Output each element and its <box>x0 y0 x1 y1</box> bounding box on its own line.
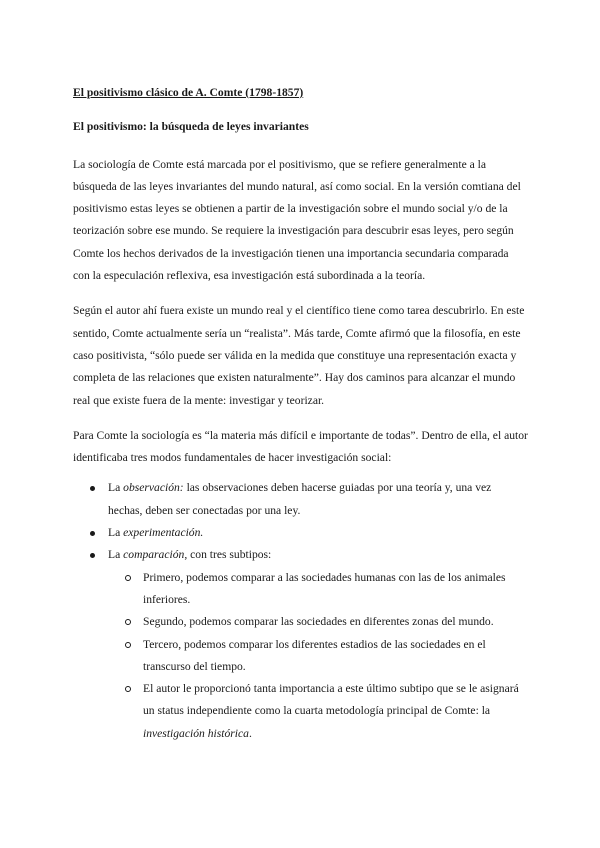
paragraph-1: La sociología de Comte está marcada por el positivismo, que se refiere generalmente a la búsqueda de las leyes invariantes del mundo natural, así como social. En la versión comtiana del positivismo estas leyes se obtienen a partir de la investigación sobre el mundo social y/o de la teorización sobre ese mundo. Se requiere la investigación para descubrir esas leyes, pero según Comte los hechos derivados de la investigación tienen una importancia secundaria comparada con la especulación reflexiva, esa investigación está subordinada a la teoría. <box>73 157 521 283</box>
experimentation-prefix: La <box>108 526 124 540</box>
paragraph-2: Según el autor ahí fuera existe un mundo real y el científico tiene como tarea descubrirlo. En este sentido, Comte actualmente sería un “realista”. Más tarde, Comte afirmó que la filosofía, en este caso positivista, “sólo puede ser válida en la medida que constituye una representación exacta y completa de las relaciones que existen naturalmente”. Hay dos caminos para alcanzar el mundo real que existe fuera de la mente: investigar y teorizar. <box>73 304 525 407</box>
fourth-end: . <box>248 726 252 740</box>
list-item-observation <box>73 477 528 522</box>
subtype-item-third: Tercero, podemos comparar los diferentes estadios de las sociedades en el transcurso del tiempo. <box>108 634 528 679</box>
list-item-comparison <box>73 544 528 745</box>
subtype-item-fourth <box>108 678 528 745</box>
comparison-term: comparación <box>123 548 185 562</box>
subtype-item-second: Segundo, podemos comparar las sociedades en diferentes zonas del mundo. <box>108 611 528 633</box>
comparison-prefix: La <box>108 548 124 562</box>
research-modes-list <box>73 477 528 745</box>
list-item-experimentation <box>73 522 528 544</box>
observation-text: las observaciones deben hacerse guiadas por una teoría y, una vez hechas, deben ser conectadas por una ley. <box>108 481 492 517</box>
section-heading: El positivismo: la búsqueda de leyes invariantes <box>73 120 309 134</box>
paragraph-3: Para Comte la sociología es “la materia más difícil e importante de todas”. Dentro de ella, el autor identificaba tres modos fundamentales de hacer investigación social: <box>73 428 528 465</box>
observation-prefix: La <box>108 481 124 495</box>
comparison-text: , con tres subtipos: <box>184 548 272 562</box>
fourth-text: El autor le proporcionó tanta importancia a este último subtipo que se le asignará un status independiente como la cuarta metodología principal de Comte: la <box>143 682 519 718</box>
fourth-term: investigación histórica <box>143 726 249 740</box>
observation-term: observación: <box>123 481 184 495</box>
experimentation-term: experimentación. <box>123 526 204 540</box>
comparison-subtypes-list <box>108 567 528 745</box>
document-title: El positivismo clásico de A. Comte (1798-1857) <box>73 86 304 99</box>
subtype-item-first: Primero, podemos comparar a las sociedades humanas con las de los animales inferiores. <box>108 567 528 612</box>
